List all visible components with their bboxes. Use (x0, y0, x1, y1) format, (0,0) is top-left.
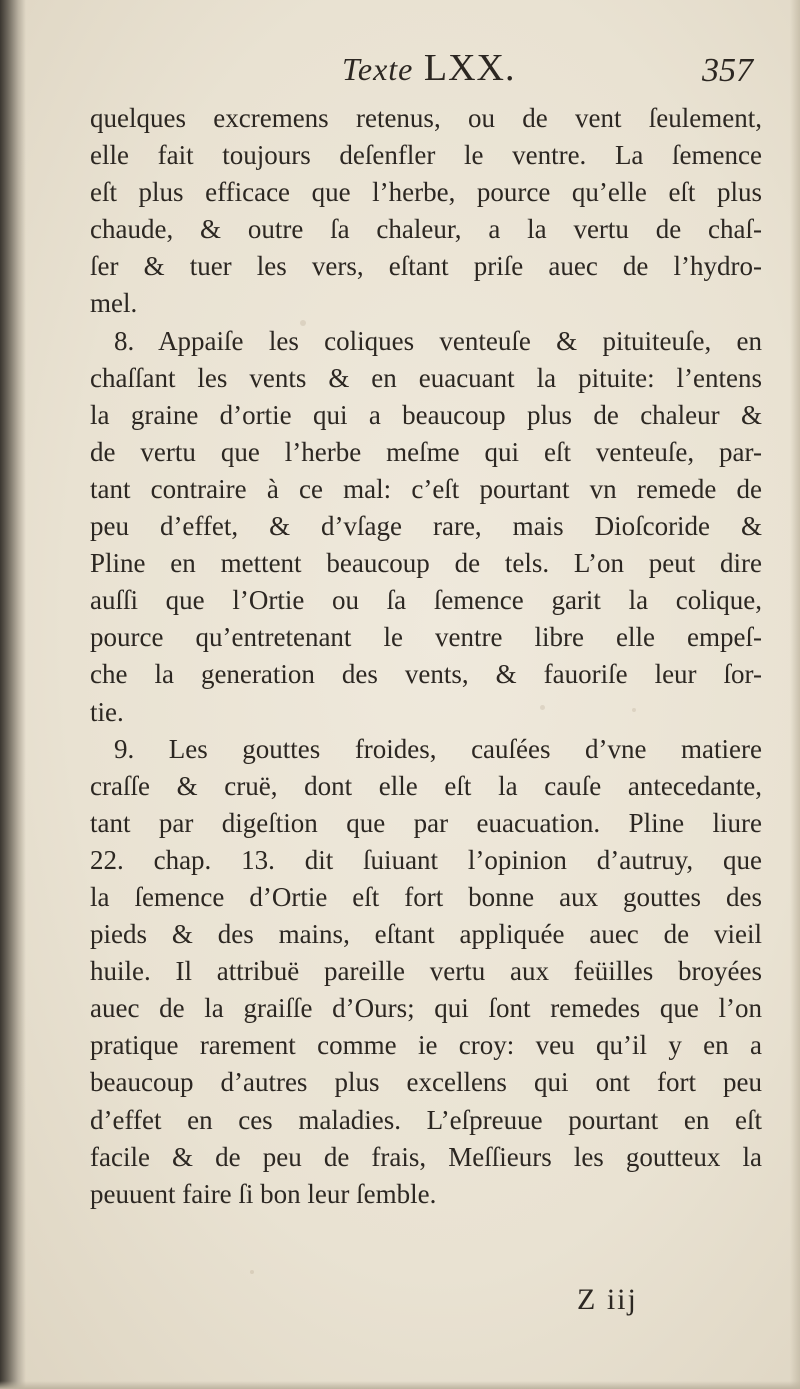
text-line: d’effet en ces maladies. L’eſpreuue pourtant en eſt (90, 1104, 762, 1135)
page-edge-bottom (0, 1381, 800, 1389)
text-line: tie. (90, 696, 124, 727)
page-header (0, 44, 800, 94)
text-line: facile & de peu de frais, Meſſieurs les goutteux la (90, 1141, 762, 1172)
text-line: craſſe & cruë, dont elle eſt la cauſe antecedante, (90, 770, 762, 801)
text-line: chaſſant les vents & en euacuant la pituite: l’entens (90, 362, 762, 393)
text-line: ſer & tuer les vers, eſtant priſe auec de l’hydro- (90, 251, 762, 282)
text-line: elle fait toujours deſenfler le ventre. La ſemence (90, 140, 762, 171)
binding-gutter (0, 0, 26, 1389)
running-title (342, 46, 515, 90)
signature-mark: Z iij (577, 1283, 638, 1316)
text-line: peuuent faire ſi bon leur ſemble. (90, 1178, 437, 1209)
text-line: eſt plus efficace que l’herbe, pource qu’elle eſt plus (90, 177, 762, 208)
text-line: la graine d’ortie qui a beaucoup plus de chaleur & (90, 399, 762, 430)
text-line: auec de la graiſſe d’Ours; qui ſont remedes que l’on (90, 993, 762, 1024)
text-line: 9. Les gouttes froides, cauſées d’vne matiere (114, 733, 762, 764)
running-title-roman: LXX. (423, 47, 516, 89)
text-line: 8. Appaiſe les coliques venteuſe & pituiteuſe, en (114, 325, 762, 356)
body-text (90, 100, 762, 1213)
text-line: mel. (90, 288, 138, 319)
page-edge-right (790, 0, 800, 1389)
text-line: tant par digeſtion que par euacuation. Pline liure (90, 807, 762, 838)
text-line: quelques excremens retenus, ou de vent ſeulement, (90, 103, 762, 133)
text-line: chaude, & outre ſa chaleur, a la vertu de chaſ- (90, 214, 762, 245)
text-line: peu d’effet, & d’vſage rare, mais Dioſcoride & (90, 511, 762, 542)
foxing-spot (250, 1270, 254, 1274)
text-line: 22. chap. 13. dit ſuiuant l’opinion d’autruy, que (90, 844, 762, 875)
text-line: pratique rarement comme ie croy: veu qu’il y en a (90, 1030, 762, 1061)
text-line: auſſi que l’Ortie ou ſa ſemence garit la colique, (90, 585, 762, 616)
text-line: pource qu’entretenant le ventre libre elle empeſ- (90, 622, 762, 653)
text-line: beaucoup d’autres plus excellens qui ont fort peu (90, 1067, 762, 1098)
text-line: Pline en mettent beaucoup de tels. L’on peut dire (90, 548, 762, 579)
text-line: tant contraire à ce mal: c’eſt pourtant vn remede de (90, 473, 762, 504)
text-line: la ſemence d’Ortie eſt fort bonne aux gouttes des (90, 881, 762, 912)
running-title-italic: Texte (342, 51, 414, 87)
text-line: che la generation des vents, & fauoriſe leur ſor- (90, 659, 762, 690)
text-line: huile. Il attribuë pareille vertu aux feüilles broyées (90, 956, 762, 987)
text-line: pieds & des mains, eſtant appliquée auec de vieil (90, 919, 762, 950)
page-number: 357 (702, 52, 753, 89)
text-line: de vertu que l’herbe meſme qui eſt venteuſe, par- (90, 436, 762, 467)
